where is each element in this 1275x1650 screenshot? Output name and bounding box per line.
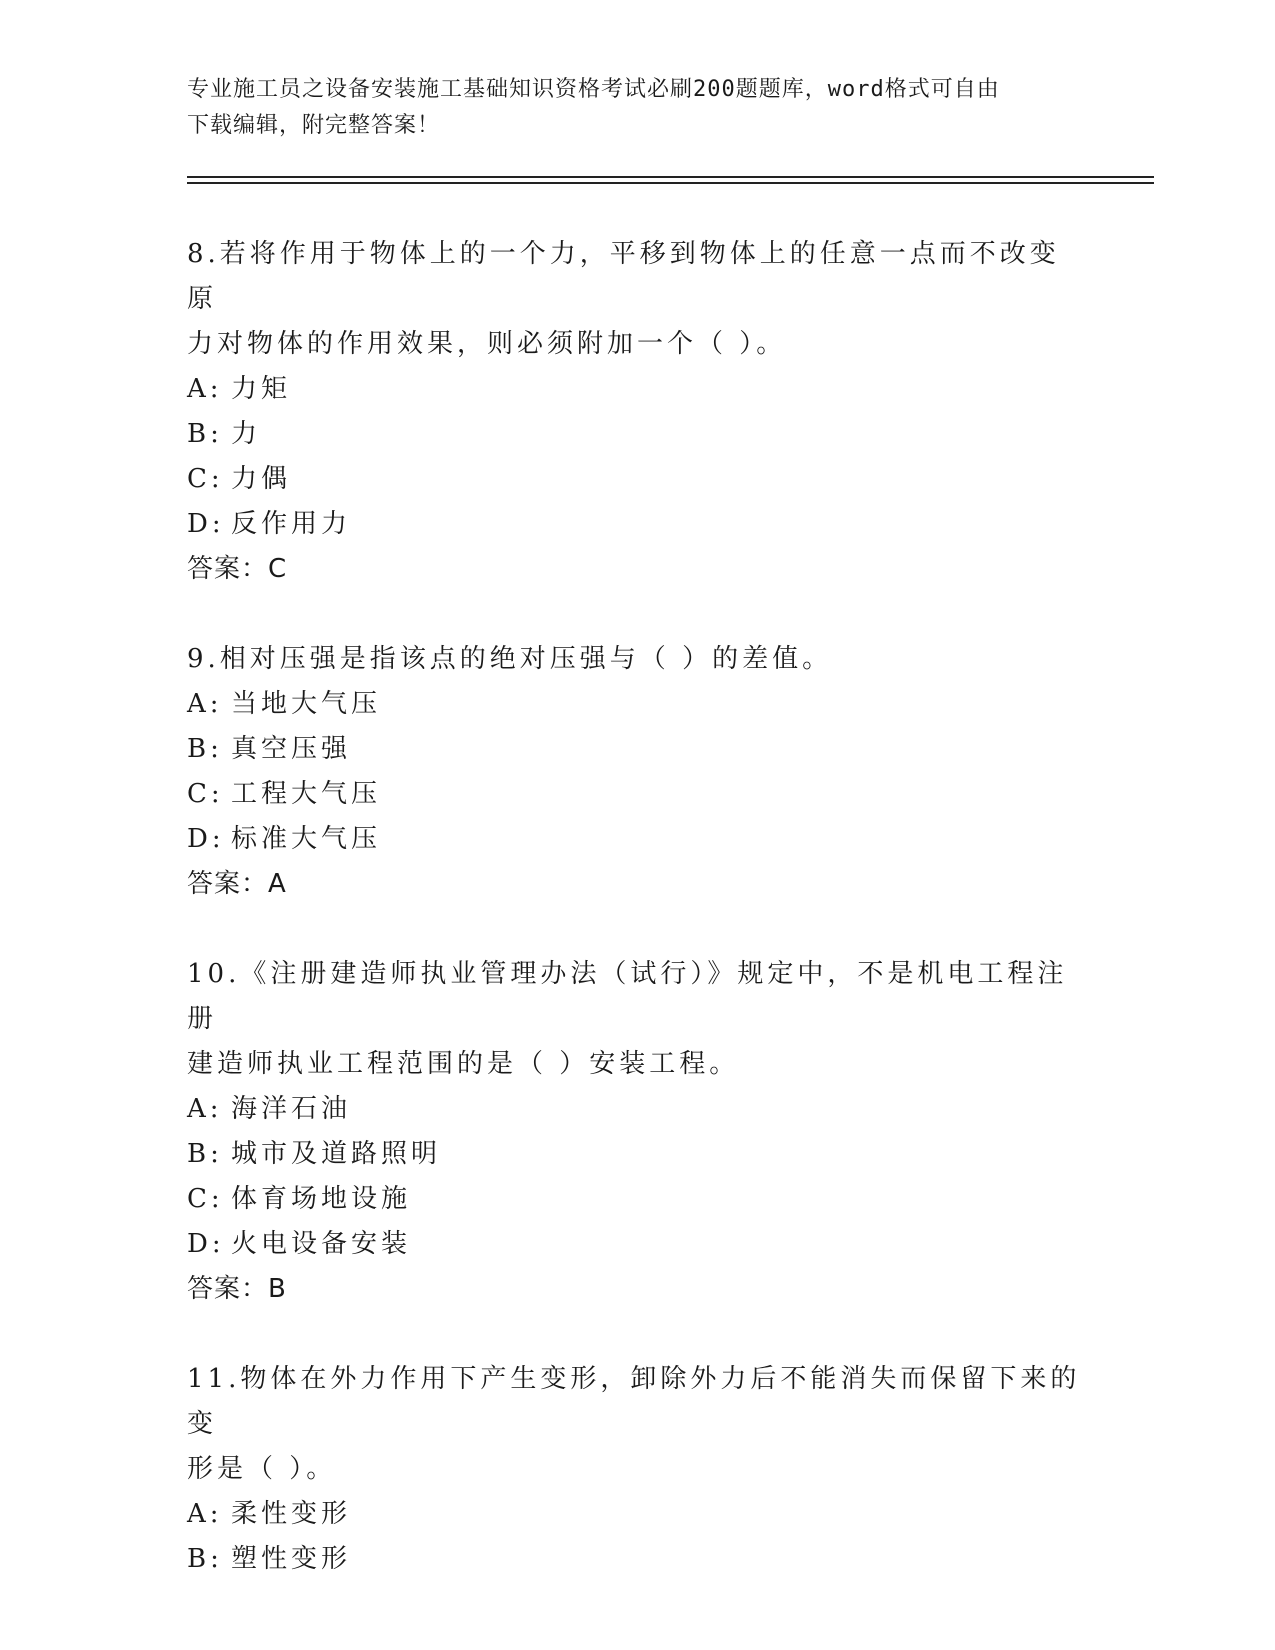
- answer-line: 答案：B: [187, 1274, 287, 1304]
- question-11: [187, 1357, 1087, 1582]
- option-text: 力: [231, 419, 262, 449]
- option-b: [187, 727, 1087, 772]
- option-c: [187, 1177, 1087, 1222]
- rule-line-bottom: [187, 182, 1154, 184]
- answer-line: 答案：A: [187, 869, 287, 899]
- option-letter: B:: [187, 1139, 223, 1169]
- option-d: [187, 1222, 1087, 1267]
- option-text: 海洋石油: [231, 1094, 352, 1124]
- option-a: [187, 682, 1087, 727]
- option-text: 火电设备安装: [231, 1229, 412, 1259]
- question-stem-line: 力对物体的作用效果，则必须附加一个（ ）。: [187, 329, 787, 359]
- option-letter: A:: [187, 374, 223, 404]
- question-spacer: [187, 907, 1087, 952]
- question-stem-line: 形是（ ）。: [187, 1454, 337, 1484]
- rule-line-top: [187, 176, 1154, 178]
- option-text: 力矩: [231, 374, 292, 404]
- header-double-rule: [187, 176, 1154, 184]
- option-text: 塑性变形: [231, 1544, 352, 1574]
- option-letter: A:: [187, 1094, 223, 1124]
- option-d: [187, 817, 1087, 862]
- option-letter: C:: [187, 464, 224, 494]
- option-c: [187, 772, 1087, 817]
- option-letter: B:: [187, 1544, 223, 1574]
- option-letter: B:: [187, 419, 223, 449]
- question-list: [187, 232, 1087, 1582]
- option-text: 体育场地设施: [231, 1184, 412, 1214]
- option-letter: C:: [187, 1184, 224, 1214]
- option-b: [187, 1132, 1087, 1177]
- question-spacer: [187, 1312, 1087, 1357]
- question-10: [187, 952, 1087, 1312]
- option-a: [187, 1492, 1087, 1537]
- option-text: 反作用力: [231, 509, 352, 539]
- option-text: 标准大气压: [231, 824, 382, 854]
- option-letter: D:: [187, 1229, 225, 1259]
- option-b: [187, 412, 1087, 457]
- option-text: 当地大气压: [231, 689, 382, 719]
- option-letter: D:: [187, 824, 225, 854]
- option-c: [187, 457, 1087, 502]
- question-8: [187, 232, 1087, 592]
- option-letter: D:: [187, 509, 225, 539]
- option-text: 柔性变形: [231, 1499, 352, 1529]
- question-spacer: [187, 592, 1087, 637]
- option-a: [187, 367, 1087, 412]
- question-stem-line: 建造师执业工程范围的是（ ）安装工程。: [187, 1049, 740, 1079]
- option-text: 城市及道路照明: [231, 1139, 442, 1169]
- option-text: 力偶: [231, 464, 292, 494]
- question-stem-line: 11.物体在外力作用下产生变形，卸除外力后不能消失而保留下来的变: [187, 1364, 1081, 1439]
- option-a: [187, 1087, 1087, 1132]
- option-d: [187, 502, 1087, 547]
- header-line-1: 专业施工员之设备安装施工基础知识资格考试必刷200题题库，word格式可自由: [187, 77, 1000, 102]
- option-letter: C:: [187, 779, 224, 809]
- question-9: [187, 637, 1087, 907]
- question-stem-line: 8.若将作用于物体上的一个力，平移到物体上的任意一点而不改变原: [187, 239, 1060, 314]
- option-text: 真空压强: [231, 734, 352, 764]
- header-line-2: 下载编辑，附完整答案！: [187, 113, 441, 138]
- document-header: [187, 72, 1087, 144]
- option-letter: A:: [187, 689, 223, 719]
- question-stem-line: 9.相对压强是指该点的绝对压强与（ ）的差值。: [187, 644, 833, 674]
- answer-line: 答案：C: [187, 554, 288, 584]
- option-b: [187, 1537, 1087, 1582]
- option-text: 工程大气压: [231, 779, 382, 809]
- question-stem-line: 10.《注册建造师执业管理办法（试行）》规定中，不是机电工程注册: [187, 959, 1068, 1034]
- option-letter: A:: [187, 1499, 223, 1529]
- option-letter: B:: [187, 734, 223, 764]
